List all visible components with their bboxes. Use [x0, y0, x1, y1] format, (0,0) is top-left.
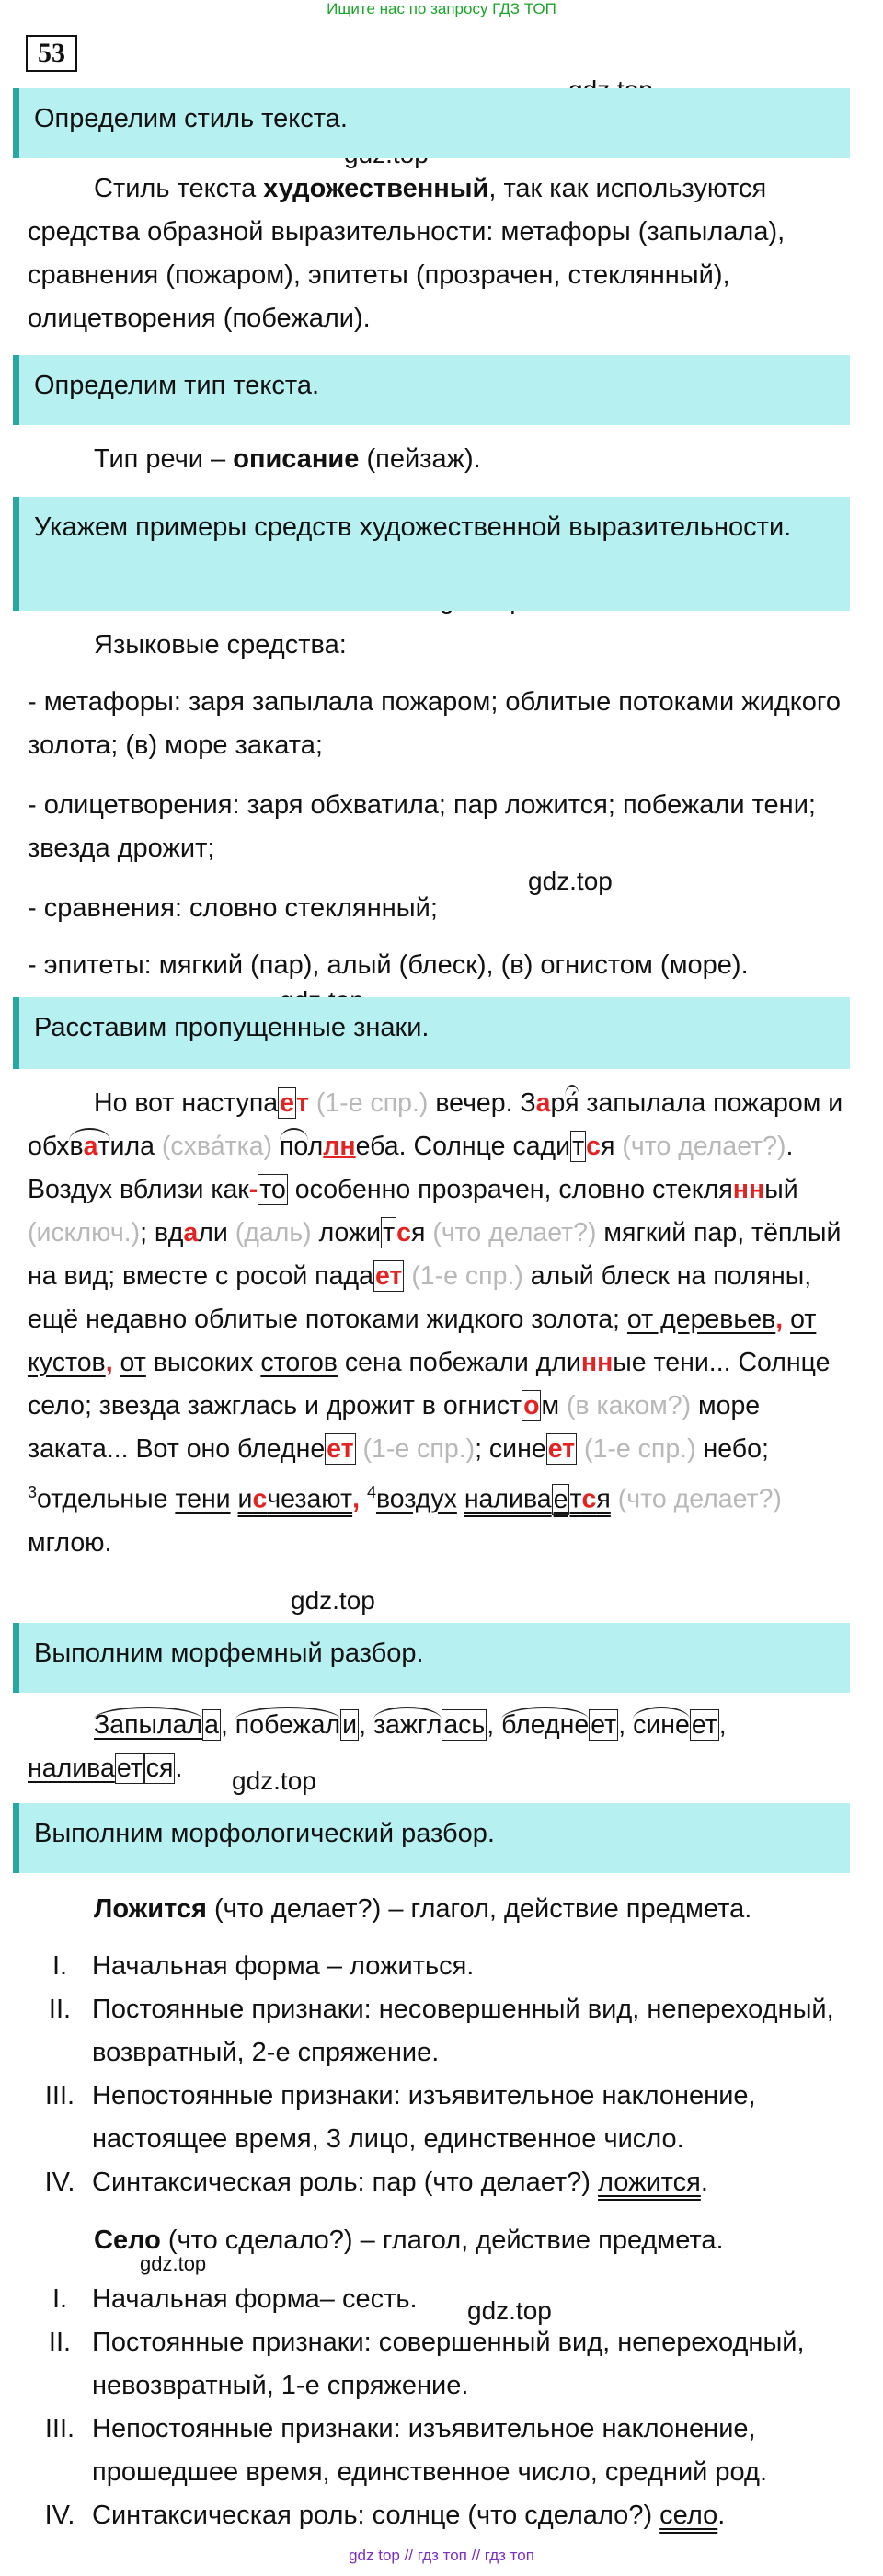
list-item: III. Непостоянные признаки: изъявительное наклонение, настоящее время, 3 лицо, единственное число. [44, 2081, 756, 2154]
watermark: gdz.top [232, 1766, 316, 1795]
list-item: - олицетворения: заря обхватила; пар ложится; побежали тени; звезда дрожит; [28, 790, 816, 863]
footer: gdz top // гдз топ // гдз топ [349, 2547, 534, 2564]
means-intro: Языковые средства: [94, 630, 347, 660]
top-note: Ищите нас по запросу ГДЗ ТОП [327, 0, 556, 17]
section-title: Определим стиль текста. [13, 88, 850, 158]
list-item: - сравнения: словно стеклянный; [28, 893, 438, 923]
morph-word-heading: Ложится (что делает?) – глагол, действие предмета. [94, 1894, 752, 1924]
watermark: gdz.top [467, 2296, 552, 2325]
style-paragraph: Стиль текста художественный, так как используются средства образной выразительности: метафоры (запылала), сравнения (пожаром), эпитеты (прозрачен, стеклянный), олицетворения (побежали). [28, 174, 786, 333]
morph-word-heading: Село (что сделало?) – глагол, действие предмета. [94, 2225, 724, 2255]
exercise-number: 53 [26, 35, 77, 72]
list-item: I. Начальная форма – ложиться. [52, 1951, 475, 1981]
dictation-text: Но вот наступает (1-е спр.) вечер. Заря́ запылала пожаром и обхватила (схва́тка) поллнеба. Солнце садится (что делает?). Воздух вблизи как-то особенно прозрачен, словно стеклянный (исключ.); вдали (даль) ложится (что делает?) мягкий пар, тёплый на вид; вместе с росой падает (1-е спр.) алый блеск на поляны, ещё недавно облитые потоками жидкого золота; от деревьев, от кустов, от высоких стогов сена побежали длинные тени... Солнце село; звезда зажглась и дрожит в огнистом (в каком?) море заката... Вот оно бледнеет (1-е спр.); синеет (1-е спр.) небо; $^3$отдельные тени исчезают, $^4$воздух наливается (что делает?) мглою. [28, 1082, 865, 1565]
section-title: Расставим пропущенные знаки. [13, 997, 850, 1069]
list-item: - метафоры: заря запылала пожаром; облитые потоками жидкого золота; (в) море заката; [28, 687, 841, 760]
type-paragraph: Тип речи – описание (пейзаж). [94, 444, 481, 474]
morph-list [28, 2278, 865, 2537]
section-title: Выполним морфологический разбор. [13, 1803, 850, 1873]
watermark: gdz.top [140, 2252, 207, 2275]
morpheme-words: Запылала, побежали, зажглась, бледнеет, синеет, наливает ся. [28, 1704, 865, 1790]
section-title: Определим тип текста. [13, 355, 850, 425]
morph-list [28, 1945, 865, 2204]
section-title: Выполним морфемный разбор. [13, 1623, 850, 1693]
list-item: IV. Синтаксическая роль: солнце (что сделало?) село. [44, 2501, 726, 2530]
list-item: I. Начальная форма– сесть. [52, 2284, 418, 2314]
list-item: - эпитеты: мягкий (пар), алый (блеск), (в) огнистом (море). [28, 950, 749, 980]
list-item: II. Постоянные признаки: несовершенный вид, непереходный, возвратный, 2-е спряжение. [48, 1995, 834, 2067]
list-item: IV. Синтаксическая роль: пар (что делает?) ложится. [44, 2168, 708, 2197]
list-item: III. Непостоянные признаки: изъявительное наклонение, прошедшее время, единственное число, средний род. [44, 2414, 768, 2487]
watermark: gdz.top [528, 867, 613, 895]
watermark: gdz.top [291, 1586, 375, 1615]
list-item: II. Постоянные признаки: совершенный вид, непереходный, невозвратный, 1-е спряжение. [48, 2328, 805, 2400]
section-title: Укажем примеры средств художественной выразительности. [13, 497, 850, 611]
